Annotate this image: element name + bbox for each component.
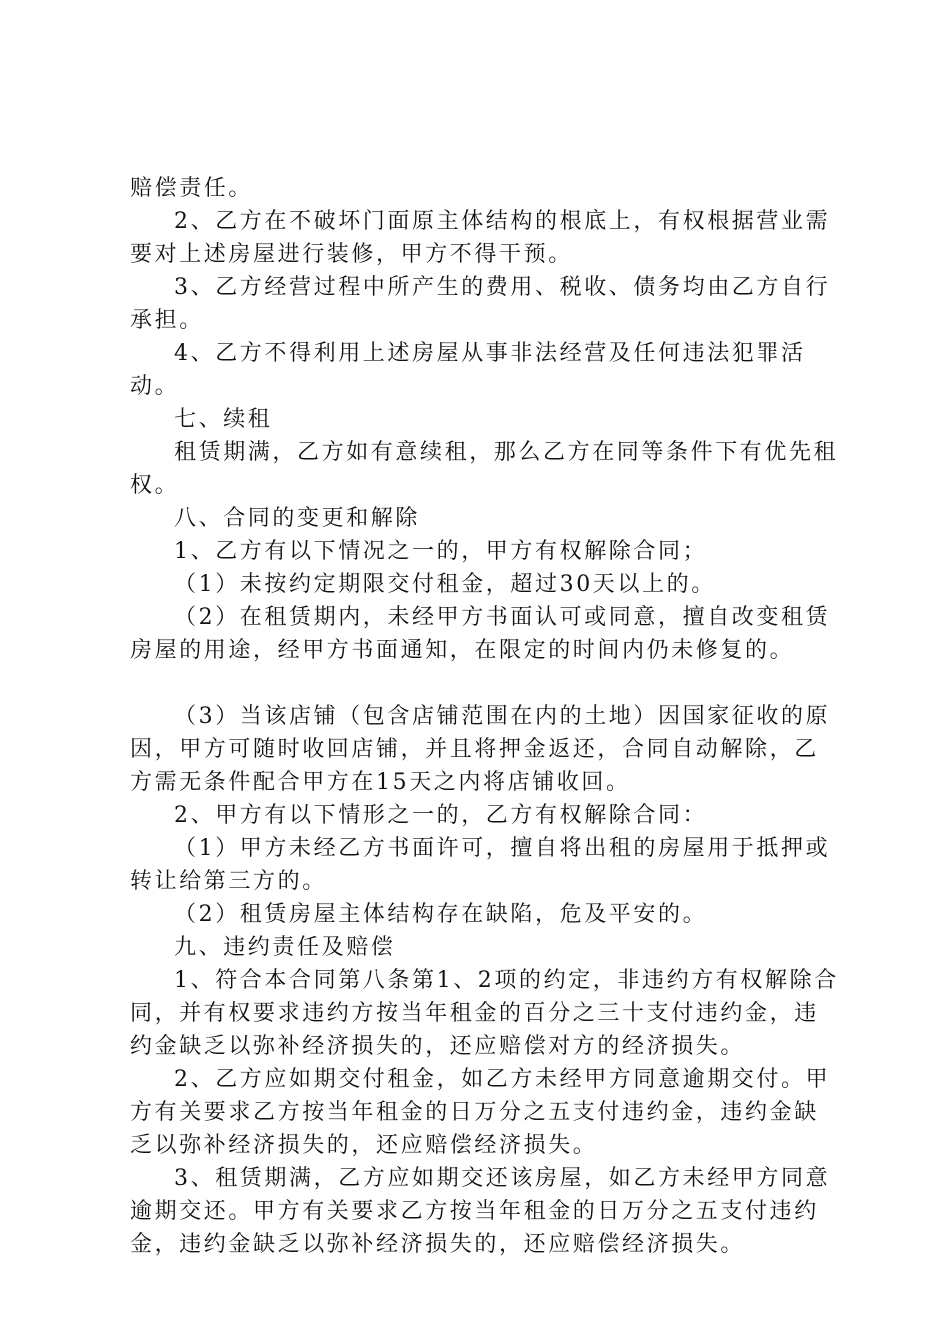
clause-8-1-item-1: （1）未按约定期限交付租金，超过30天以上的。	[174, 572, 716, 597]
paragraph-gap	[130, 667, 840, 700]
clause-8-1-item-3: （3）当该店铺（包含店铺范围在内的土地）因国家征收的原因，甲方可随时收回店铺，并且将押金返还，合同自动解除，乙方需无条件配合甲方在15天之内将店铺收回。	[130, 704, 831, 795]
clause-6-3: 3、乙方经营过程中所产生的费用、税收、债务均由乙方自行承担。	[130, 275, 831, 333]
clause-9-2: 2、乙方应如期交付租金，如乙方未经甲方同意逾期交付。甲方有关要求乙方按当年租金的日万分之五支付违约金，违约金缺乏以弥补经济损失的，还应赔偿经济损失。	[130, 1067, 831, 1158]
document-body	[130, 172, 840, 1261]
clause-8-1: 1、乙方有以下情况之一的，甲方有权解除合同；	[174, 539, 708, 564]
clause-6-2: 2、乙方在不破坏门面原主体结构的根底上，有权根据营业需要对上述房屋进行装修，甲方不得干预。	[130, 209, 831, 267]
clause-8-1-item-2: （2）在租赁期内，未经甲方书面认可或同意，擅自改变租赁房屋的用途，经甲方书面通知，在限定的时间内仍未修复的。	[130, 605, 831, 663]
section-heading-termination: 八、合同的变更和解除	[174, 506, 421, 531]
clause-8-2-item-1: （1）甲方未经乙方书面许可，擅自将出租的房屋用于抵押或转让给第三方的。	[130, 836, 831, 894]
clause-8-2: 2、甲方有以下情形之一的，乙方有权解除合同：	[174, 803, 708, 828]
section-heading-liability: 九、违约责任及赔偿	[174, 935, 396, 960]
paragraph-continuation: 赔偿责任。	[130, 176, 254, 201]
clause-9-3: 3、租赁期满，乙方应如期交还该房屋，如乙方未经甲方同意逾期交还。甲方有关要求乙方按当年租金的日万分之五支付违约金，违约金缺乏以弥补经济损失的，还应赔偿经济损失。	[130, 1166, 831, 1257]
section-heading-renewal: 七、续租	[174, 407, 273, 432]
clause-9-1: 1、符合本合同第八条第1、2项的约定，非违约方有权解除合同，并有权要求违约方按当年租金的百分之三十支付违约金，违约金缺乏以弥补经济损失的，还应赔偿对方的经济损失。	[130, 968, 839, 1059]
clause-8-2-item-2: （2）租赁房屋主体结构存在缺陷，危及平安的。	[174, 902, 708, 927]
renewal-paragraph: 租赁期满，乙方如有意续租，那么乙方在同等条件下有优先租权。	[130, 440, 839, 498]
clause-6-4: 4、乙方不得利用上述房屋从事非法经营及任何违法犯罪活动。	[130, 341, 806, 399]
